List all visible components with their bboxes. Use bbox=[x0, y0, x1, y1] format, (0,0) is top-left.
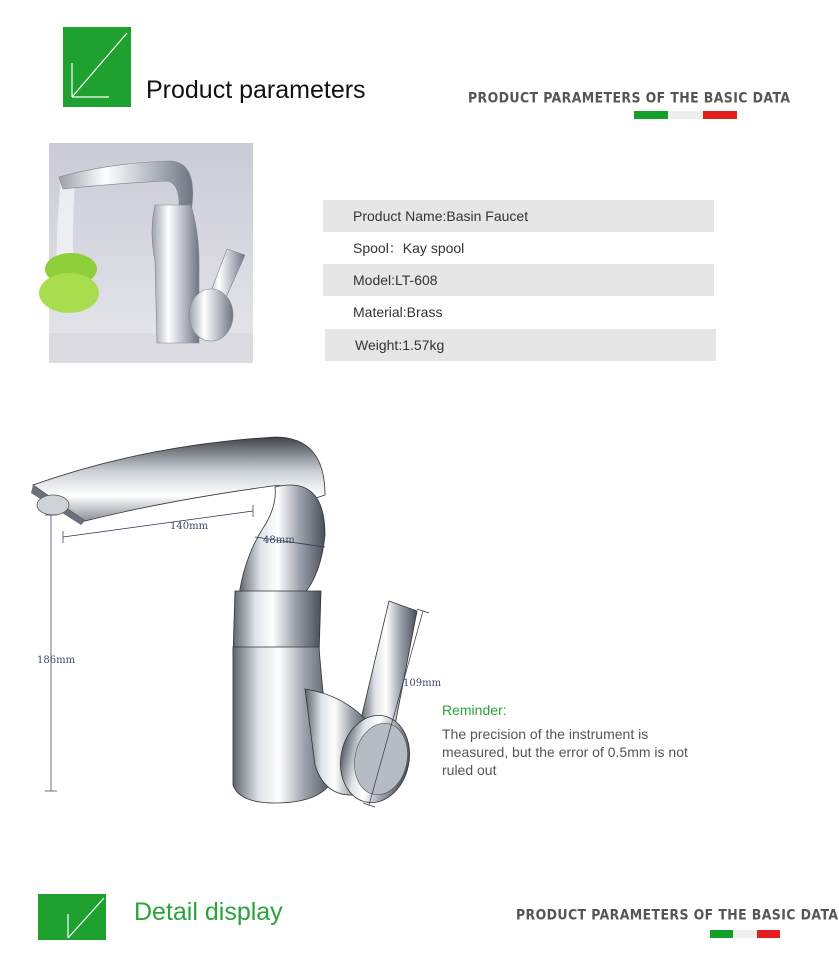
logo-square-bottom bbox=[38, 894, 106, 940]
param-material: Material:Brass bbox=[353, 304, 443, 320]
reminder-title: Reminder: bbox=[442, 702, 507, 718]
reminder-text: The precision of the instrument is measured, but the error of 0.5mm is not ruled out bbox=[442, 726, 688, 778]
tagline-top: PRODUCT PARAMETERS OF THE BASIC DATA bbox=[468, 89, 791, 106]
dimension-height-label: 186mm bbox=[37, 655, 76, 666]
italy-flag-top bbox=[634, 111, 737, 119]
logo-square-top bbox=[63, 27, 131, 107]
param-model: Model:LT-608 bbox=[323, 264, 714, 296]
page-title: Product parameters bbox=[146, 76, 366, 104]
logo-arrow-icon bbox=[38, 894, 106, 940]
italy-flag-bottom bbox=[710, 930, 780, 938]
tagline-bottom: PRODUCT PARAMETERS OF THE BASIC DATA bbox=[516, 906, 839, 923]
dimension-length-label: 140mm bbox=[170, 521, 209, 532]
detail-display-title: Detail display bbox=[134, 898, 283, 926]
param-spool: Spool：Kay spool bbox=[353, 240, 465, 256]
product-thumbnail bbox=[49, 143, 253, 363]
faucet-dimension-image bbox=[25, 425, 445, 835]
param-weight: Weight:1.57kg bbox=[325, 329, 716, 361]
dimension-spout-width-label: 48mm bbox=[263, 535, 295, 546]
param-product-name: Product Name:Basin Faucet bbox=[323, 200, 714, 232]
logo-arrow-icon bbox=[63, 27, 131, 107]
dimension-handle-height-label: 109mm bbox=[403, 678, 442, 689]
